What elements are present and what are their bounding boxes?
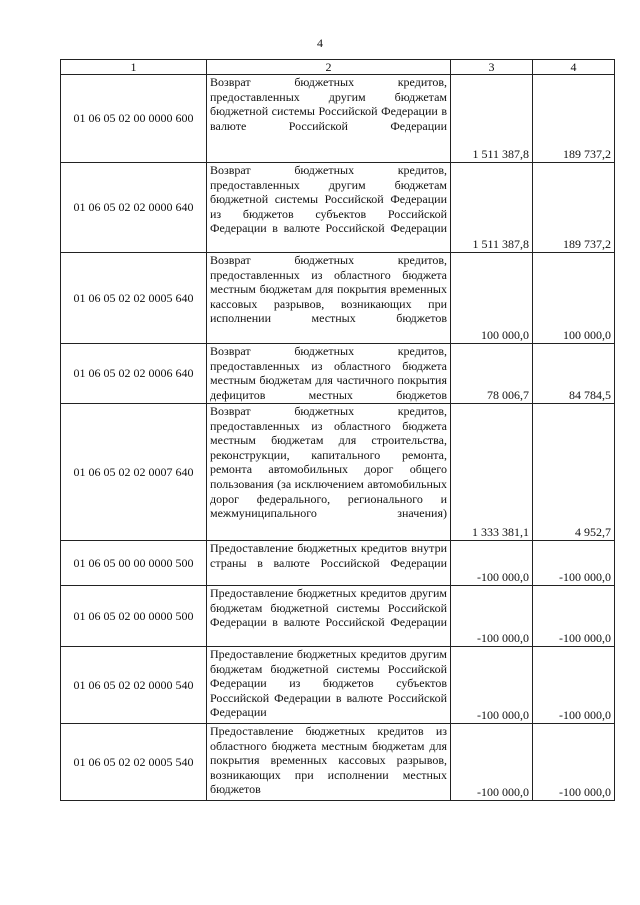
row-value-col3: 78 006,7 [451, 344, 533, 404]
row-code: 01 06 05 02 02 0005 540 [61, 724, 207, 801]
header-col-4: 4 [533, 60, 615, 75]
row-value-col4: 84 784,5 [533, 344, 615, 404]
table-row [61, 541, 615, 586]
row-value-col4: 4 952,7 [533, 404, 615, 541]
row-value-col3: 1 333 381,1 [451, 404, 533, 541]
row-value-col4: 189 737,2 [533, 163, 615, 253]
row-description: Предоставление бюджетных кредитов другим бюджетам бюджетной системы Российской Федерации из бюджетов субъектов Российской Федерации в валюте Российской Федерации [207, 647, 451, 724]
row-description: Предоставление бюджетных кредитов из областного бюджета местным бюджетам для покрытия временных кассовых разрывов, возникающих при исполнении местных бюджетов [207, 724, 451, 801]
row-code: 01 06 05 02 02 0006 640 [61, 344, 207, 404]
table-row [61, 724, 615, 801]
table-header-row [61, 60, 615, 75]
row-value-col4: 189 737,2 [533, 75, 615, 163]
row-code: 01 06 05 02 00 0000 500 [61, 586, 207, 647]
row-value-col3: -100 000,0 [451, 541, 533, 586]
row-value-col4: -100 000,0 [533, 541, 615, 586]
row-code: 01 06 05 02 02 0007 640 [61, 404, 207, 541]
header-col-3: 3 [451, 60, 533, 75]
row-value-col3: 1 511 387,8 [451, 163, 533, 253]
row-value-col4: -100 000,0 [533, 724, 615, 801]
table-row [61, 344, 615, 404]
row-description: Возврат бюджетных кредитов, предоставленных другим бюджетам бюджетной системы Российской Федерации в валюте Российской Федерации [207, 75, 451, 163]
header-col-2: 2 [207, 60, 451, 75]
table-row [61, 404, 615, 541]
table-row [61, 647, 615, 724]
row-value-col4: -100 000,0 [533, 647, 615, 724]
row-value-col3: -100 000,0 [451, 586, 533, 647]
row-value-col4: -100 000,0 [533, 586, 615, 647]
row-value-col3: -100 000,0 [451, 647, 533, 724]
row-value-col3: 100 000,0 [451, 253, 533, 344]
row-code: 01 06 05 00 00 0000 500 [61, 541, 207, 586]
header-col-1: 1 [61, 60, 207, 75]
table-row [61, 163, 615, 253]
row-code: 01 06 05 02 00 0000 600 [61, 75, 207, 163]
row-code: 01 06 05 02 02 0000 540 [61, 647, 207, 724]
row-value-col4: 100 000,0 [533, 253, 615, 344]
table-row [61, 75, 615, 163]
row-description: Предоставление бюджетных кредитов внутри страны в валюте Российской Федерации [207, 541, 451, 586]
row-code: 01 06 05 02 02 0005 640 [61, 253, 207, 344]
table-row [61, 253, 615, 344]
row-description: Предоставление бюджетных кредитов другим бюджетам бюджетной системы Российской Федерации в валюте Российской Федерации [207, 586, 451, 647]
table-row [61, 586, 615, 647]
page-number: 4 [317, 36, 323, 50]
row-description: Возврат бюджетных кредитов, предоставленных из областного бюджета местным бюджетам для строительства, реконструкции, капитального ремонта, ремонта автомобильных дорог общего пользования (за исключением автомобильных дорог федерального, регионального и межмуниципального значения) [207, 404, 451, 541]
row-value-col3: 1 511 387,8 [451, 75, 533, 163]
row-code: 01 06 05 02 02 0000 640 [61, 163, 207, 253]
row-description: Возврат бюджетных кредитов, предоставленных другим бюджетам бюджетной системы Российской Федерации из бюджетов субъектов Российской Федерации в валюте Российской Федерации [207, 163, 451, 253]
row-value-col3: -100 000,0 [451, 724, 533, 801]
row-description: Возврат бюджетных кредитов, предоставленных из областного бюджета местным бюджетам для покрытия временных кассовых разрывов, возникающих при исполнении местных бюджетов [207, 253, 451, 344]
row-description: Возврат бюджетных кредитов, предоставленных из областного бюджета местным бюджетам для частичного покрытия дефицитов местных бюджетов [207, 344, 451, 404]
budget-table [60, 59, 615, 801]
